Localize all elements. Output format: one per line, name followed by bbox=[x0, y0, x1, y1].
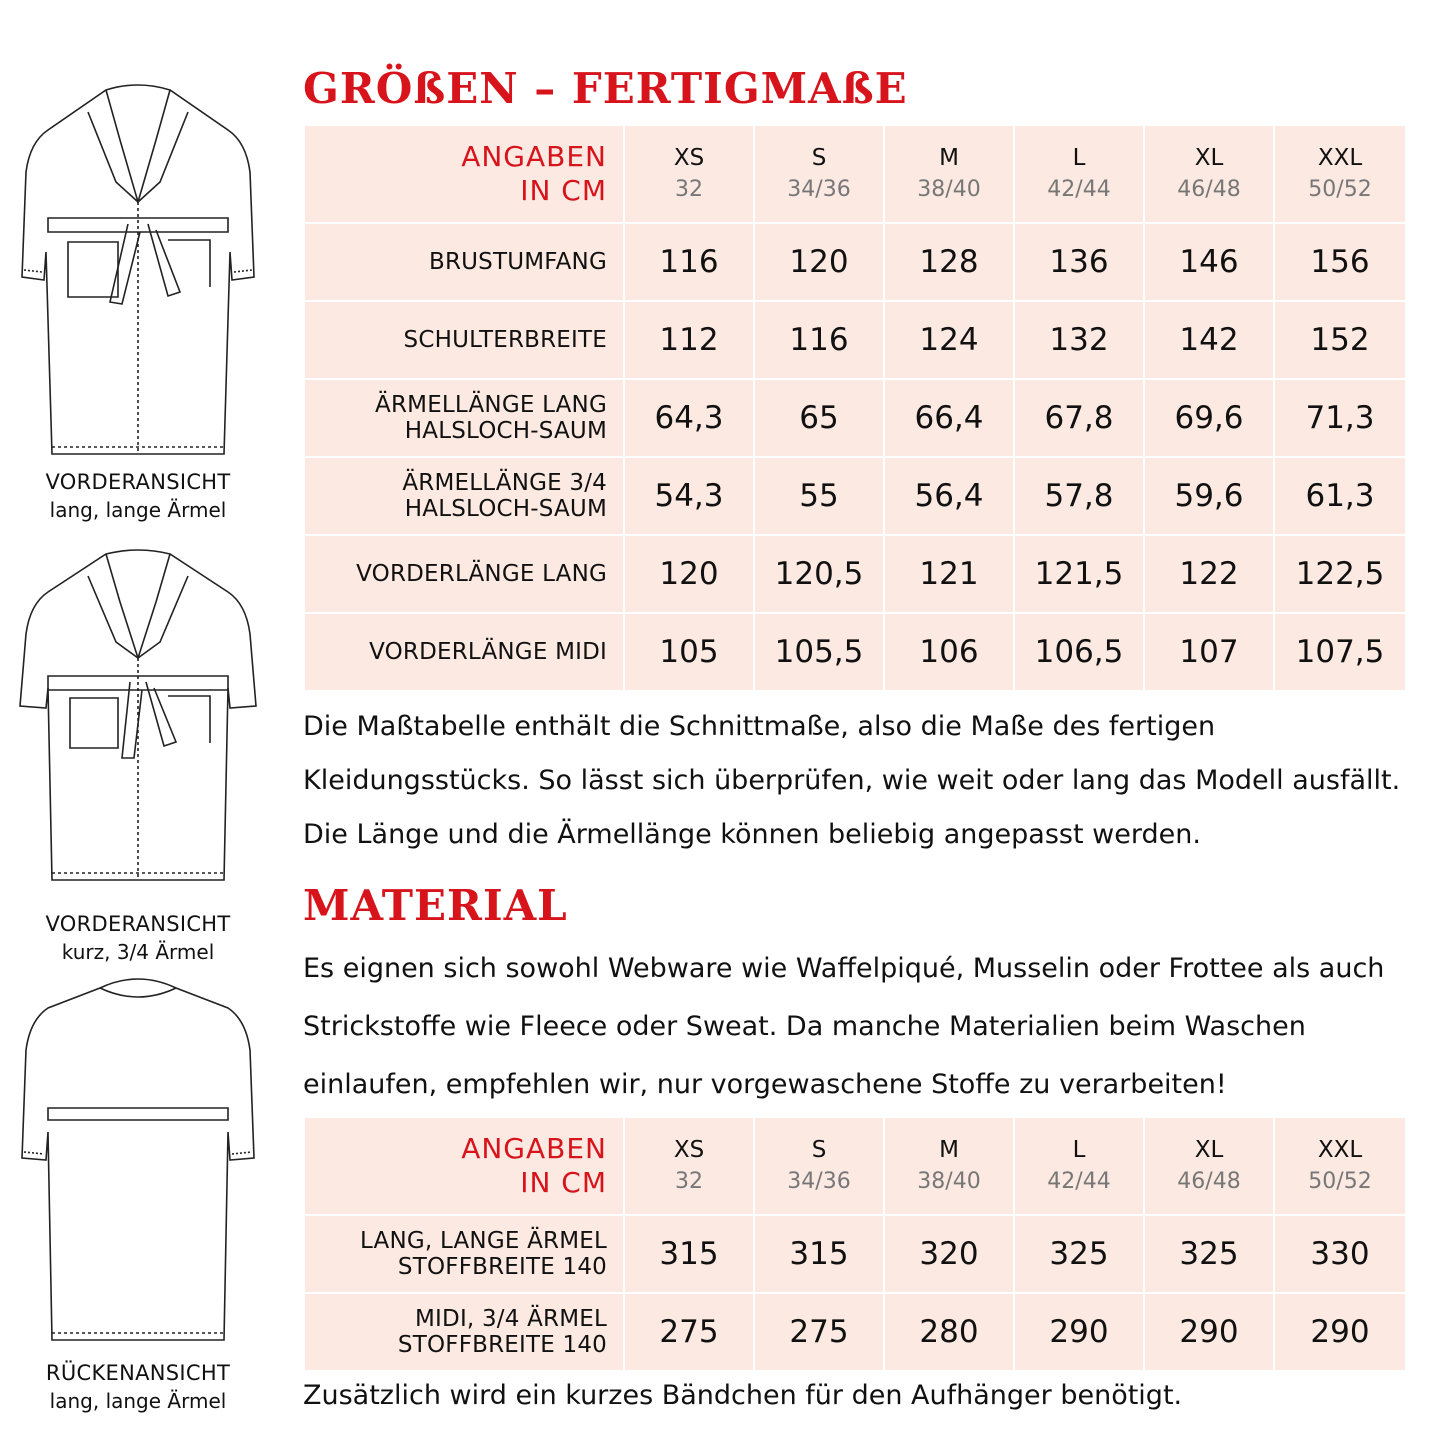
table-cell: 69,6 bbox=[1144, 379, 1274, 457]
table-cell: 121 bbox=[884, 535, 1014, 613]
row-label: VORDERLÄNGE MIDI bbox=[304, 613, 624, 691]
table-corner-label bbox=[304, 125, 624, 223]
table-row bbox=[304, 613, 1406, 691]
table-cell: 59,6 bbox=[1144, 457, 1274, 535]
table-cell: 128 bbox=[884, 223, 1014, 301]
table-row bbox=[304, 1215, 1406, 1293]
sizes-heading: GRÖßEN – FERTIGMAßE bbox=[303, 64, 908, 113]
sketch-caption-title: RÜCKENANSICHT bbox=[45, 1361, 231, 1385]
sketch-caption-sub: kurz, 3/4 Ärmel bbox=[61, 940, 215, 964]
table-cell: 120,5 bbox=[754, 535, 884, 613]
material-table bbox=[303, 1116, 1407, 1372]
table-cell: 325 bbox=[1014, 1215, 1144, 1293]
table-row bbox=[304, 1293, 1406, 1371]
table-cell: 290 bbox=[1014, 1293, 1144, 1371]
table-cell: 121,5 bbox=[1014, 535, 1144, 613]
table-cell: 142 bbox=[1144, 301, 1274, 379]
table-cell: 275 bbox=[624, 1293, 754, 1371]
size-header-l: L 42/44 bbox=[1014, 125, 1144, 223]
table-cell: 105 bbox=[624, 613, 754, 691]
material-description: Es eignen sich sowohl Webware wie Waffelpiqué, Musselin oder Frottee als auch Strickstoffe wie Fleece oder Sweat. Da manche Materialien beim Waschen einlaufen, empfehlen wir, nur vorgewaschene Stoffe zu verarbeiten! bbox=[303, 953, 1385, 1100]
table-cell: 105,5 bbox=[754, 613, 884, 691]
table-cell: 116 bbox=[624, 223, 754, 301]
table-cell: 120 bbox=[754, 223, 884, 301]
size-header-s: S 34/36 bbox=[754, 1117, 884, 1215]
table-cell: 107 bbox=[1144, 613, 1274, 691]
table-row bbox=[304, 379, 1406, 457]
row-label: BRUSTUMFANG bbox=[304, 223, 624, 301]
table-corner-label bbox=[304, 1117, 624, 1215]
row-label: VORDERLÄNGE LANG bbox=[304, 535, 624, 613]
table-cell: 71,3 bbox=[1274, 379, 1406, 457]
size-header-s: S 34/36 bbox=[754, 125, 884, 223]
table-row bbox=[304, 301, 1406, 379]
table-cell: 290 bbox=[1274, 1293, 1406, 1371]
table-cell: 325 bbox=[1144, 1215, 1274, 1293]
size-header-xxl: XXL 50/52 bbox=[1274, 1117, 1406, 1215]
sketch-front-long bbox=[18, 82, 258, 524]
sketch-caption-title: VORDERANSICHT bbox=[45, 470, 231, 494]
table-row bbox=[304, 535, 1406, 613]
table-cell: 330 bbox=[1274, 1215, 1406, 1293]
table-cell: 55 bbox=[754, 457, 884, 535]
table-cell: 65 bbox=[754, 379, 884, 457]
table-cell: 124 bbox=[884, 301, 1014, 379]
size-header-l: L 42/44 bbox=[1014, 1117, 1144, 1215]
table-cell: 106,5 bbox=[1014, 613, 1144, 691]
table-cell: 122,5 bbox=[1274, 535, 1406, 613]
table-cell: 57,8 bbox=[1014, 457, 1144, 535]
sketch-front-short bbox=[18, 548, 258, 966]
sizes-description: Die Maßtabelle enthält die Schnittmaße, also die Maße des fertigen Kleidungsstücks. So lässt sich überprüfen, wie weit oder lang das Modell ausfällt. Die Länge und die Ärmellänge können beliebig angepasst werden. bbox=[303, 711, 1401, 850]
corner-line-1: ANGABEN bbox=[461, 140, 607, 173]
row-label: MIDI, 3/4 ÄRMEL STOFFBREITE 140 bbox=[304, 1293, 624, 1371]
size-header-xs: XS 32 bbox=[624, 1117, 754, 1215]
sketch-caption-title: VORDERANSICHT bbox=[45, 912, 231, 936]
table-cell: 122 bbox=[1144, 535, 1274, 613]
row-label: SCHULTERBREITE bbox=[304, 301, 624, 379]
bathrobe-front-long-drawing bbox=[18, 82, 258, 462]
size-header-xs: XS 32 bbox=[624, 125, 754, 223]
table-cell: 67,8 bbox=[1014, 379, 1144, 457]
table-row bbox=[304, 457, 1406, 535]
sketch-caption-sub: lang, lange Ärmel bbox=[49, 1389, 227, 1413]
sizes-table bbox=[303, 124, 1407, 692]
sketch-back-long bbox=[18, 972, 258, 1415]
table-cell: 116 bbox=[754, 301, 884, 379]
table-cell: 64,3 bbox=[624, 379, 754, 457]
size-header-xxl: XXL 50/52 bbox=[1274, 125, 1406, 223]
table-cell: 61,3 bbox=[1274, 457, 1406, 535]
sketch-caption-sub: lang, lange Ärmel bbox=[49, 498, 227, 522]
table-cell: 120 bbox=[624, 535, 754, 613]
size-header-xl: XL 46/48 bbox=[1144, 125, 1274, 223]
table-cell: 132 bbox=[1014, 301, 1144, 379]
corner-line-1: ANGABEN bbox=[461, 1132, 607, 1165]
footer-note: Zusätzlich wird ein kurzes Bändchen für den Aufhänger benötigt. bbox=[303, 1380, 1183, 1411]
table-header-row bbox=[304, 1117, 1406, 1215]
table-cell: 107,5 bbox=[1274, 613, 1406, 691]
table-cell: 56,4 bbox=[884, 457, 1014, 535]
table-cell: 156 bbox=[1274, 223, 1406, 301]
size-header-m: M 38/40 bbox=[884, 1117, 1014, 1215]
table-cell: 152 bbox=[1274, 301, 1406, 379]
table-cell: 66,4 bbox=[884, 379, 1014, 457]
table-cell: 146 bbox=[1144, 223, 1274, 301]
table-cell: 54,3 bbox=[624, 457, 754, 535]
row-label: ÄRMELLÄNGE LANG HALSLOCH-SAUM bbox=[304, 379, 624, 457]
material-heading: MATERIAL bbox=[303, 881, 568, 930]
table-cell: 106 bbox=[884, 613, 1014, 691]
table-row bbox=[304, 223, 1406, 301]
size-header-m: M 38/40 bbox=[884, 125, 1014, 223]
table-cell: 275 bbox=[754, 1293, 884, 1371]
corner-line-2: IN CM bbox=[520, 174, 607, 207]
row-label: LANG, LANGE ÄRMEL STOFFBREITE 140 bbox=[304, 1215, 624, 1293]
table-cell: 315 bbox=[754, 1215, 884, 1293]
table-cell: 112 bbox=[624, 301, 754, 379]
row-label: ÄRMELLÄNGE 3/4 HALSLOCH-SAUM bbox=[304, 457, 624, 535]
table-cell: 280 bbox=[884, 1293, 1014, 1371]
table-cell: 315 bbox=[624, 1215, 754, 1293]
table-cell: 290 bbox=[1144, 1293, 1274, 1371]
bathrobe-front-short-drawing bbox=[18, 548, 258, 888]
table-header-row bbox=[304, 125, 1406, 223]
table-cell: 136 bbox=[1014, 223, 1144, 301]
size-header-xl: XL 46/48 bbox=[1144, 1117, 1274, 1215]
corner-line-2: IN CM bbox=[520, 1166, 607, 1199]
bathrobe-back-long-drawing bbox=[18, 972, 258, 1347]
table-cell: 320 bbox=[884, 1215, 1014, 1293]
